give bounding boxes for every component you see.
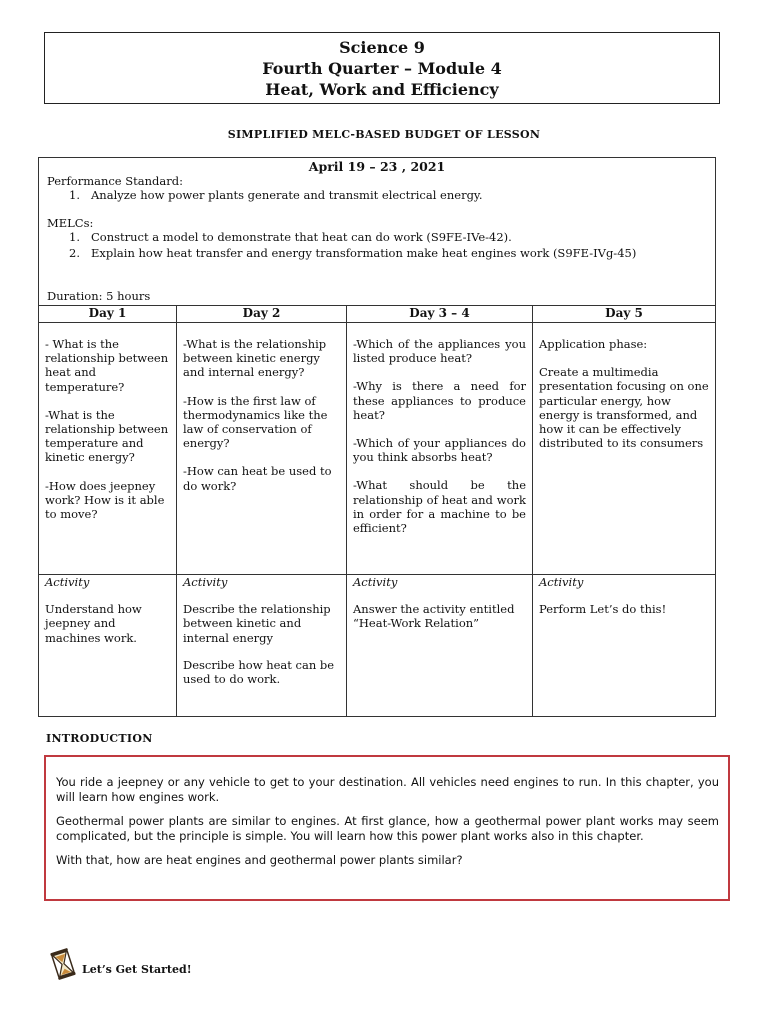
- question-text: Create a multimedia presentation focusing on one particular energy, how energy is transformed, and how it can be effectively distributed to its consumers: [539, 365, 709, 451]
- activity-section: [39, 575, 176, 658]
- melc-item: [69, 246, 669, 260]
- intro-paragraph: Geothermal power plants are similar to engines. At first glance, how a geothermal power plant works may seem complicated, but the principle is simple. You will learn how this power plant works also in this chapter.: [56, 814, 719, 843]
- intro-paragraph: With that, how are heat engines and geothermal power plants similar?: [56, 853, 463, 867]
- question-text: -How is the first law of thermodynamics like the law of conservation of energy?: [183, 393, 328, 451]
- duration-text: Duration: 5 hours: [47, 289, 151, 303]
- guide-questions: [39, 322, 176, 575]
- question-text: -Why is there a need for these appliances to produce heat?: [353, 379, 526, 422]
- activity-label: Activity: [183, 575, 228, 589]
- budget-heading: SIMPLIFIED MELC-BASED BUDGET OF LESSON: [227, 128, 541, 141]
- day-header: Day 5: [533, 305, 715, 323]
- lets-get-started-banner: [48, 947, 248, 981]
- introduction-box: [44, 755, 730, 901]
- lets-get-started-label: Let’s Get Started!: [82, 963, 192, 976]
- day-header: Day 1: [39, 305, 176, 323]
- list-text: Explain how heat transfer and energy transformation make heat engines work (S9FE-IVg-45): [91, 246, 637, 260]
- activity-label: Activity: [45, 575, 90, 589]
- question-text: -How can heat be used to do work?: [183, 464, 332, 493]
- list-number: 2.: [69, 246, 80, 260]
- question-text: Application phase:: [539, 337, 648, 351]
- day-header: Day 3 – 4: [347, 305, 532, 323]
- question-text: -What should be the relationship of heat and work in order for a machine to be efficient?: [353, 478, 526, 536]
- activity-text: Describe how heat can be used to do work.: [183, 657, 335, 687]
- performance-standard-label: Performance Standard:: [47, 174, 183, 188]
- list-number: 1.: [69, 188, 80, 202]
- activity-section: [533, 575, 715, 629]
- introduction-heading: INTRODUCTION: [46, 732, 153, 745]
- activity-text: Understand how jeepney and machines work.: [45, 602, 142, 645]
- performance-standard-item: [69, 188, 483, 202]
- standards-section: [39, 158, 715, 306]
- guide-questions: [533, 322, 715, 575]
- question-text: -What is the relationship between temperature and kinetic energy?: [45, 407, 169, 465]
- day-header: Day 2: [177, 305, 346, 323]
- subject-title: Science 9: [339, 38, 425, 57]
- activity-text: Answer the activity entitled “Heat-Work Relation”: [353, 602, 515, 631]
- question-text: -How does jeepney work? How is it able to move?: [45, 478, 165, 522]
- module-topic-title: Heat, Work and Efficiency: [265, 80, 499, 99]
- guide-questions: [347, 322, 532, 575]
- day-schedule-grid: [39, 305, 715, 716]
- list-number: 1.: [69, 230, 80, 244]
- activity-section: [347, 575, 532, 644]
- melcs-label: MELCs:: [47, 216, 94, 230]
- quarter-module-title: Fourth Quarter – Module 4: [262, 59, 502, 78]
- activity-text: Perform Let’s do this!: [539, 602, 667, 617]
- module-title-box: [44, 32, 720, 104]
- hourglass-icon: [48, 947, 78, 981]
- day-column: [346, 305, 532, 716]
- day-column: [39, 305, 176, 716]
- guide-questions: [177, 322, 346, 575]
- activity-text: Describe the relationship between kinetic and internal energy: [183, 602, 331, 645]
- question-text: -Which of your appliances do you think absorbs heat?: [353, 436, 526, 465]
- activity-label: Activity: [353, 575, 398, 589]
- question-text: -Which of the appliances you listed produce heat?: [353, 337, 526, 366]
- intro-paragraph: You ride a jeepney or any vehicle to get to your destination. All vehicles need engines to run. In this chapter, you will learn how engines work.: [56, 775, 719, 804]
- question-text: -What is the relationship between kinetic energy and internal energy?: [183, 337, 327, 380]
- date-range: April 19 – 23 , 2021: [308, 159, 446, 174]
- budget-of-lesson-table: [38, 157, 716, 717]
- activity-label: Activity: [539, 575, 584, 589]
- day-column: [532, 305, 715, 716]
- list-text: Analyze how power plants generate and transmit electrical energy.: [91, 188, 483, 202]
- melc-item: [69, 230, 512, 244]
- list-text: Construct a model to demonstrate that heat can do work (S9FE-IVe-42).: [91, 230, 512, 244]
- day-column: [176, 305, 346, 716]
- question-text: - What is the relationship between heat and temperature?: [45, 337, 169, 394]
- activity-section: [177, 575, 346, 699]
